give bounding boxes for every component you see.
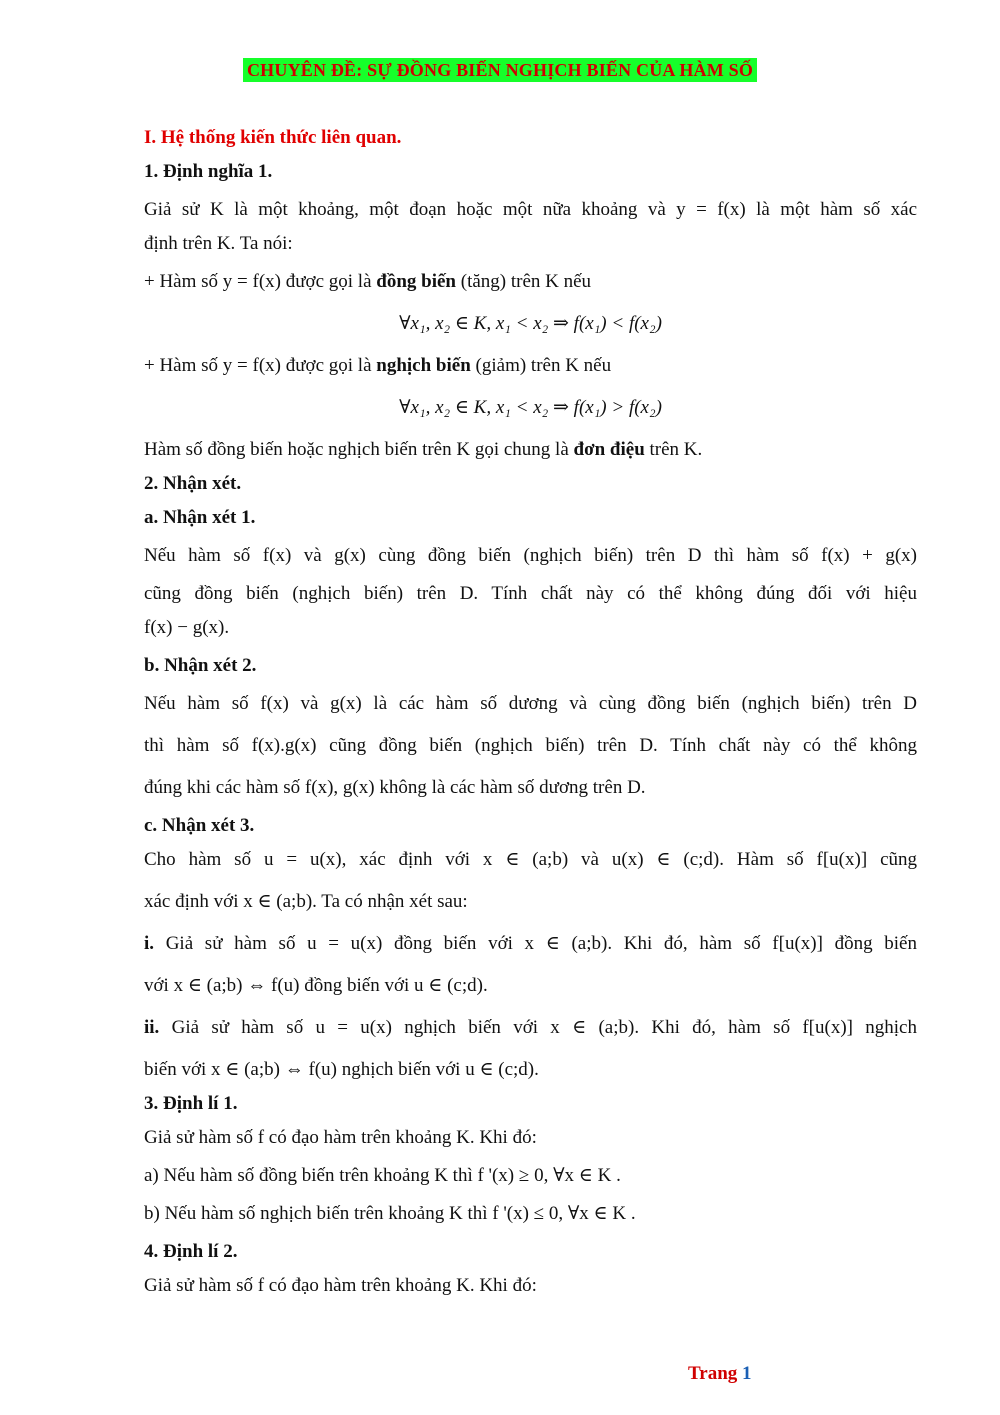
remark-2-line-1: Nếu hàm số f(x) và g(x) là các hàm số dương và cùng đồng biến (nghịch biến) trên D xyxy=(144,693,917,714)
decreasing-formula: ∀x₁, x₂ ∈ K, x₁ < x₂ ⇒ f(x₁) > f(x₂) xyxy=(399,397,662,418)
definition-heading: 1. Định nghĩa 1. xyxy=(144,161,273,182)
remark-1-line-1: Nếu hàm số f(x) và g(x) cùng đồng biến (nghịch biến) trên D thì hàm số f(x) + g(x) xyxy=(144,545,917,566)
decreasing-definition xyxy=(144,349,917,383)
theorem-1-part-a: a) Nếu hàm số đồng biến trên khoảng K thì f '(x) ≥ 0, ∀x ∈ K . xyxy=(144,1165,621,1186)
remark-3-line-2: xác định với x ∈ (a;b). Ta có nhận xét sau: xyxy=(144,891,468,912)
remark-2-line-3: đúng khi các hàm số f(x), g(x) không là các hàm số dương trên D. xyxy=(144,777,646,798)
remark-3-heading: c. Nhận xét 3. xyxy=(144,815,255,836)
decreasing-text-b: (giảm) trên K nếu xyxy=(470,355,612,376)
decreasing-bold-term: nghịch biến xyxy=(376,355,471,376)
page-footer xyxy=(688,1363,752,1385)
theorem-2-intro: Giả sử hàm số f có đạo hàm trên khoảng K. Khi đó: xyxy=(144,1275,537,1296)
monotonic-text-a: Hàm số đồng biến hoặc nghịch biến trên K gọi chung là xyxy=(144,439,574,460)
increasing-text-b: (tăng) trên K nếu xyxy=(456,271,592,292)
remark-3-i-label: i. xyxy=(144,933,155,954)
remark-3-ii-text: Giả sử hàm số u = u(x) nghịch biến với x ∈ (a;b). Khi đó, hàm số f[u(x)] nghịch xyxy=(159,1017,917,1038)
document-title: CHUYÊN ĐỀ: SỰ ĐỒNG BIẾN NGHỊCH BIẾN CỦA HÀM SỐ xyxy=(243,58,757,82)
remark-2-line-2: thì hàm số f(x).g(x) cũng đồng biến (nghịch biến) trên D. Tính chất này có thể không xyxy=(144,735,917,756)
theorem-1-intro: Giả sử hàm số f có đạo hàm trên khoảng K. Khi đó: xyxy=(144,1127,537,1148)
increasing-definition xyxy=(144,265,917,299)
increasing-text-a: + Hàm số y = f(x) được gọi là xyxy=(144,271,377,292)
definition-line-1: Giả sử K là một khoảng, một đoạn hoặc một nữa khoảng và y = f(x) là một hàm số xác xyxy=(144,199,917,220)
remark-3-i-text: Giả sử hàm số u = u(x) đồng biến với x ∈ (a;b). Khi đó, hàm số f[u(x)] đồng biến xyxy=(154,933,917,954)
remark-2-heading: b. Nhận xét 2. xyxy=(144,655,257,676)
remark-3-line-1: Cho hàm số u = u(x), xác định với x ∈ (a;b) và u(x) ∈ (c;d). Hàm số f[u(x)] cũng xyxy=(144,849,917,870)
decreasing-text-a: + Hàm số y = f(x) được gọi là xyxy=(144,355,377,376)
increasing-bold-term: đồng biến xyxy=(376,271,456,292)
remark-3-ii-line-2: biến với x ∈ (a;b) ⇔ f(u) nghịch biến với u ∈ (c;d). xyxy=(144,1059,539,1080)
document-body xyxy=(144,121,917,1303)
monotonic-text-b: trên K. xyxy=(644,439,703,460)
remark-3-i-line-1 xyxy=(144,927,917,961)
theorem-1-part-b: b) Nếu hàm số nghịch biến trên khoảng K thì f '(x) ≤ 0, ∀x ∈ K . xyxy=(144,1203,636,1224)
section-heading: I. Hệ thống kiến thức liên quan. xyxy=(144,127,402,148)
footer-label: Trang xyxy=(688,1363,738,1384)
remark-3-ii-line-1 xyxy=(144,1011,917,1045)
increasing-formula: ∀x₁, x₂ ∈ K, x₁ < x₂ ⇒ f(x₁) < f(x₂) xyxy=(399,313,662,334)
theorem-2-heading: 4. Định lí 2. xyxy=(144,1241,238,1262)
monotonic-definition xyxy=(144,433,917,467)
remark-3-i-line-2: với x ∈ (a;b) ⇔ f(u) đồng biến với u ∈ (c;d). xyxy=(144,975,488,996)
remark-1-line-2: cũng đồng biến (nghịch biến) trên D. Tính chất này có thể không đúng đối với hiệu xyxy=(144,583,917,604)
title-wrapper xyxy=(0,58,1000,82)
remark-1-heading: a. Nhận xét 1. xyxy=(144,507,256,528)
definition-line-2: định trên K. Ta nói: xyxy=(144,233,293,254)
remark-3-ii-label: ii. xyxy=(144,1017,160,1038)
footer-page-number: 1 xyxy=(742,1363,752,1384)
remarks-heading: 2. Nhận xét. xyxy=(144,473,242,494)
remark-1-line-3: f(x) − g(x). xyxy=(144,617,230,638)
theorem-1-heading: 3. Định lí 1. xyxy=(144,1093,238,1114)
monotonic-bold-term: đơn điệu xyxy=(573,439,645,460)
